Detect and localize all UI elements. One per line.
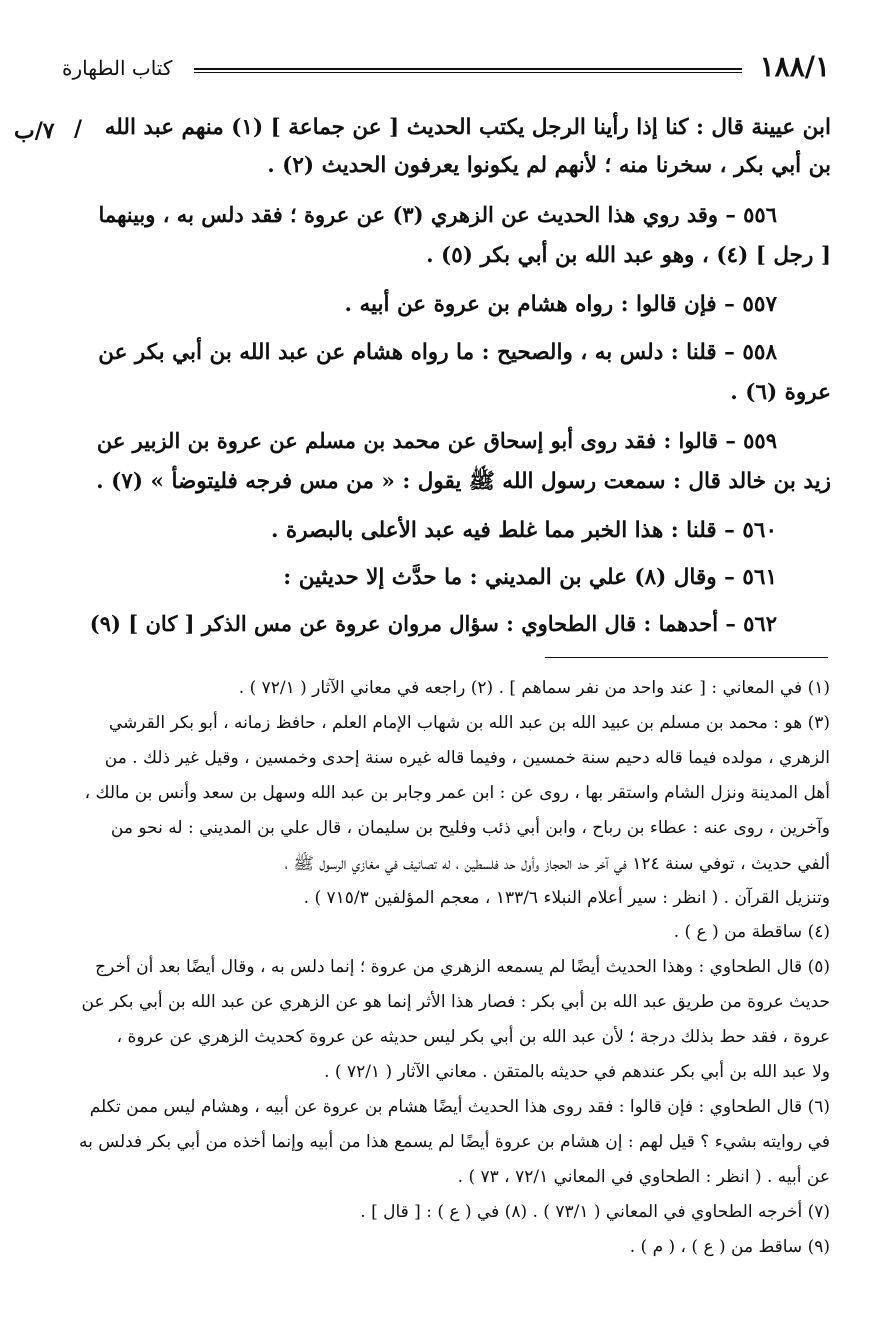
- footnote-line: (٩) ساقط من ( ع ) ، ( م ) .: [629, 1237, 830, 1257]
- footnote-line: (٧) أخرجه الطحاوي في المعاني ( ٧٣/١ ) . (٨) في ( ع ) : [ قال ] .: [360, 1202, 830, 1222]
- hadith-560: ٥٦٠ – قلنا : هذا الخبر مما غلط فيه عبد الأعلى بالبصرة .: [270, 518, 777, 543]
- book-title: كتاب الطهارة: [62, 56, 173, 80]
- text-line: بن أبي بكر ، سخرنا منه ؛ لأنهم لم يكونوا يعرفون الحديث (٢) .: [267, 153, 831, 178]
- footnote-line: عروة ، فقد حط بذلك درجة ؛ لأن عبد الله بن أبي بكر ليس حديثه عن عروة كحديث الزهري عن عروة ،: [116, 1027, 830, 1047]
- footnotes: [60, 0, 830, 1342]
- page-number: ١٨٨/١: [759, 50, 830, 83]
- text-line: عروة (٦) .: [730, 380, 831, 405]
- footnote-line: ألفي حديث ، توفي سنة ١٢٤ في آخر حد الحجاز وأول حد فلسطين ، له تصانيف في مغازي الرسول ﷺ ،: [284, 854, 830, 874]
- footnote-line: ولا عبد الله بن أبي بكر عندهم في حديثه بالمتقن . معاني الآثار ( ٧٢/١ ) .: [324, 1062, 830, 1082]
- hadith-559: ٥٥٩ – قالوا : فقد روى أبو إسحاق عن محمد بن مسلم عن عروة بن الزبير عن: [96, 428, 777, 453]
- text-line: [ رجل ] (٤) ، وهو عبد الله بن أبي بكر (٥) .: [426, 243, 831, 268]
- footnote-line: (٦) قال الطحاوي : فإن قالوا : فقد روى هذا الحديث أيضًا هشام بن عروة عن أبيه ، وهشام ليس ممن تكلم: [89, 1097, 830, 1117]
- footnote-line: (٣) هو : محمد بن مسلم بن عبيد الله بن عبد الله بن شهاب الإمام العلم ، حافظ زمانه ، أبو بكر القرشي: [108, 713, 830, 733]
- text-line: زيد بن خالد قال : سمعت رسول الله ﷺ يقول : « من مس فرجه فليتوضأ » (٧) .: [96, 469, 831, 494]
- text-line: ابن عيينة قال : كنا إذا رأينا الرجل يكتب الحديث [ عن جماعة ] (١) منهم عبد الله: [104, 115, 831, 140]
- margin-slash: /: [74, 116, 83, 142]
- footnote-line: حديث عروة من طريق عبد الله بن أبي بكر : فصار هذا الأثر إنما هو عن الزهري عن عبد الله بن أبي بكر عن: [81, 992, 830, 1012]
- hadith-556: ٥٥٦ – وقد روي هذا الحديث عن الزهري (٣) عن عروة ؛ فقد دلس به ، وبينهما: [98, 202, 777, 227]
- footnote-line: في روايته بشيء ؟ قيل لهم : إن هشام بن عروة أيضًا لم يسمع هذا من أبيه وإنما أخذه من أبي بكر فدلس به: [79, 1132, 830, 1152]
- hadith-557: ٥٥٧ – فإن قالوا : رواه هشام بن عروة عن أبيه .: [344, 292, 777, 317]
- footnote-line: عن أبيه . ( انظر : الطحاوي في المعاني ٧٢/١ ، ٧٣ ) .: [457, 1167, 830, 1187]
- footnote-line: (٥) قال الطحاوي : وهذا الحديث أيضًا لم يسمعه الزهري من عروة ؛ إنما دلس به ، وقال أيضًا بعد أن أخرج: [95, 957, 830, 977]
- hadith-558: ٥٥٨ – قلنا : دلس به ، والصحيح : ما رواه هشام عن عبد الله بن أبي بكر عن: [98, 340, 777, 365]
- hadith-562: ٥٦٢ – أحدهما : قال الطحاوي : سؤال مروان عروة عن مس الذكر [ كان ] (٩): [89, 611, 777, 636]
- manuscript-folio-marker: ٧/ب: [14, 118, 55, 144]
- hadith-561: ٥٦١ – وقال (٨) علي بن المديني : ما حدَّث إلا حديثين :: [283, 565, 777, 590]
- footnote-line: وآخرين ، روى عنه : عطاء بن رباح ، وابن أبي ذئب وفليح بن سليمان ، قال علي بن المديني : له نحو من: [110, 818, 830, 838]
- footnote-line: وتنزيل القرآن . ( انظر : سير أعلام النبلاء ١٣٣/٦ ، معجم المؤلفين ٧١٥/٣ ) .: [303, 888, 830, 908]
- footnote-line: (٤) ساقطة من ( ع ) .: [673, 922, 830, 942]
- footnote-line: الزهري ، مولده فيما قاله دحيم سنة خمسين ، وفيما قاله غيره سنة إحدى وخمسين ، وقيل غير ذلك . من: [104, 748, 830, 768]
- footnote-line: أهل المدينة ونزل الشام واستقر بها ، روى عن : ابن عمر وجابر بن عبد الله وسهل بن سعد وأنس بن مالك ،: [84, 783, 830, 803]
- footnote-line: (١) في المعاني : [ عند واحد من نفر سماهم ] . (٢) راجعه في معاني الآثار ( ٧٢/١ ) .: [238, 678, 830, 698]
